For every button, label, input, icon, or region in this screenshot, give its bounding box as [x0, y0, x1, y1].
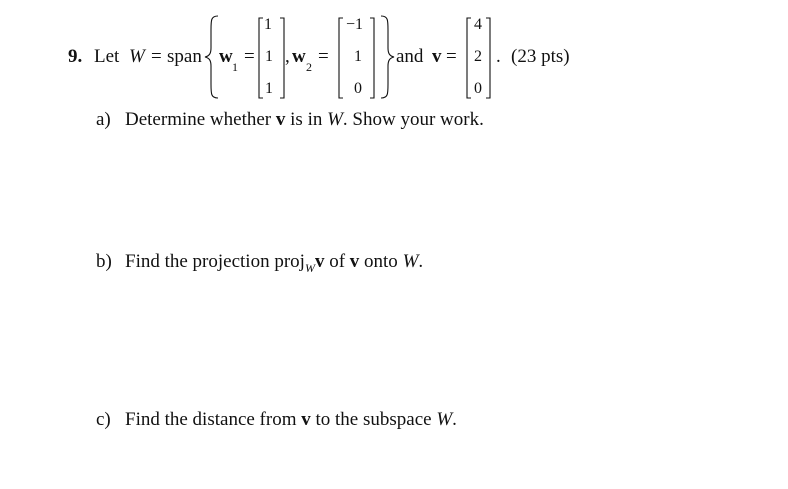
vector-v: v — [432, 46, 442, 67]
equals-sign: = — [151, 46, 162, 67]
equals-sign: = — [244, 46, 255, 67]
w2-left-bracket — [339, 18, 343, 98]
v-entry-1: 4 — [474, 16, 482, 33]
problem-number: 9. — [68, 46, 83, 67]
part-b-text: Find the projection proj$_W$v of v onto W. — [125, 251, 424, 275]
w1-entry-2: 1 — [265, 48, 273, 65]
w2-right-bracket — [370, 18, 374, 98]
w1-right-bracket — [280, 18, 284, 98]
comma: , — [285, 46, 290, 67]
and-word: and — [396, 46, 424, 67]
left-brace — [205, 16, 218, 98]
v-right-bracket — [486, 18, 490, 98]
part-b-label: b) — [96, 251, 112, 272]
w2-entry-2: 1 — [354, 48, 362, 65]
w1-entry-3: 1 — [265, 80, 273, 97]
w1-entry-1: 1 — [264, 16, 272, 33]
equals-sign: = — [446, 46, 457, 67]
subscript-1: 1 — [232, 60, 238, 74]
w2-entry-3: 0 — [354, 80, 362, 97]
part-c-text: Find the distance from v to the subspace W. — [125, 409, 457, 430]
part-c-label: c) — [96, 409, 111, 430]
let-word: Let — [94, 46, 120, 67]
subscript-2: 2 — [306, 60, 312, 74]
part-a-text: Determine whether v is in W. Show your work. — [125, 109, 484, 130]
var-W: W — [129, 46, 145, 67]
span-word: span — [167, 46, 202, 67]
right-brace — [381, 16, 394, 98]
v-entry-3: 0 — [474, 80, 482, 97]
period: . — [496, 46, 501, 67]
points-label: (23 pts) — [511, 46, 570, 67]
vector-w1: w — [219, 46, 233, 67]
part-a-label: a) — [96, 109, 111, 130]
equals-sign: = — [318, 46, 329, 67]
w2-entry-1: −1 — [346, 16, 364, 33]
v-entry-2: 2 — [474, 48, 482, 65]
v-left-bracket — [467, 18, 471, 98]
vector-w2: w — [292, 46, 306, 67]
w1-left-bracket — [259, 18, 263, 98]
